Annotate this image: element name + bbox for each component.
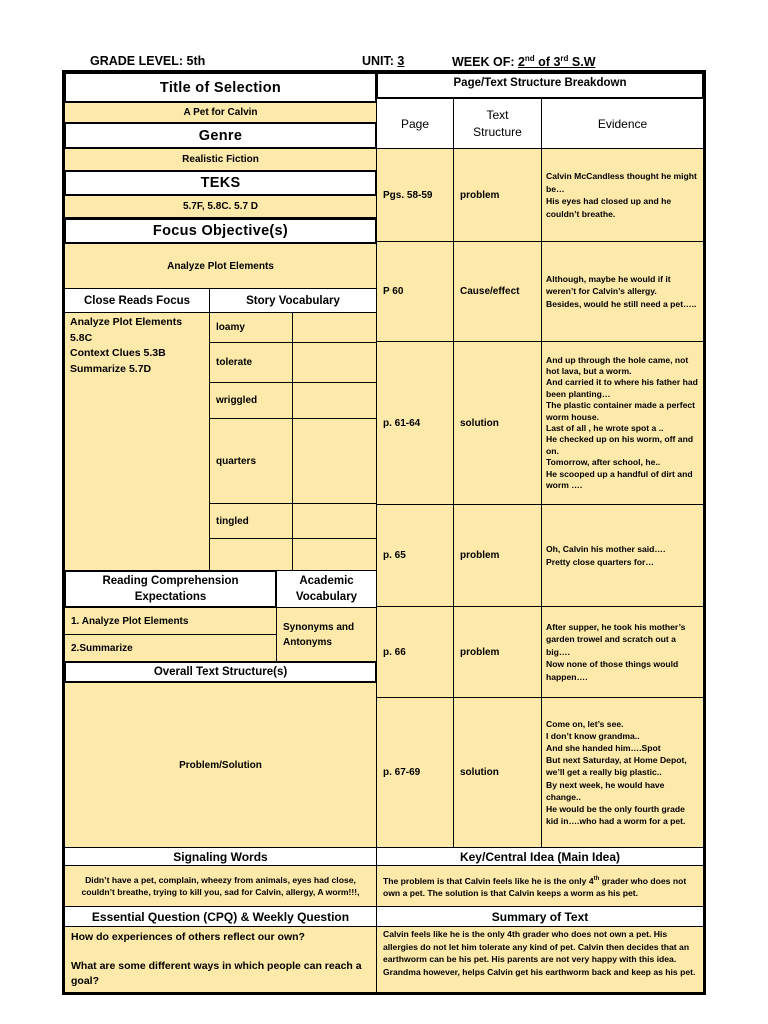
summary-heading: Summary of Text	[376, 906, 704, 927]
key-idea-value: The problem is that Calvin feels like he is the only 4th grader who does not own a pet. The solution is that Calvin keeps a worm as his pet.	[376, 865, 704, 907]
row-page: Pgs. 58-59	[376, 148, 454, 242]
vocab-definition	[292, 538, 377, 571]
col-evidence: Evidence	[541, 98, 704, 149]
row-structure: solution	[453, 341, 542, 505]
vocab-definition	[292, 503, 377, 539]
summary-value: Calvin feels like he is the only 4th grader who does not own a pet. His allergies do not let him tolerate any kind of pet. Calvin then decides that an earthworm can be his pet. His parents are not very happy with this idea. Grandma however, helps Calvin get his earthworm back and keep as his pet.	[376, 926, 704, 993]
row-page: P 60	[376, 241, 454, 342]
vocab-word: tingled	[209, 503, 293, 539]
row-structure: Cause/effect	[453, 241, 542, 342]
row-evidence: Calvin McCandless thought he might be… His eyes had closed up and he couldn’t breathe.	[541, 148, 704, 242]
title-value: A Pet for Calvin	[64, 102, 377, 123]
key-idea-heading: Key/Central Idea (Main Idea)	[376, 847, 704, 866]
genre-value: Realistic Fiction	[64, 148, 377, 171]
vocab-word: wriggled	[209, 382, 293, 419]
teks-heading: TEKS	[64, 170, 377, 196]
rce-item: 2.Summarize	[64, 634, 277, 662]
vocab-word	[209, 538, 293, 571]
row-page: p. 66	[376, 606, 454, 698]
row-evidence: Although, maybe he would if it weren’t for Calvin’s allergy. Besides, would he still need a pet…..	[541, 241, 704, 342]
grade-level: GRADE LEVEL: 5th	[90, 54, 206, 68]
breakdown-heading: Page/Text Structure Breakdown	[376, 72, 704, 99]
row-page: p. 61-64	[376, 341, 454, 505]
vocab-definition	[292, 342, 377, 383]
vocab-definition	[292, 312, 377, 343]
vocab-word: quarters	[209, 418, 293, 504]
week-of-label: WEEK OF: 2nd of 3rd S.W	[452, 54, 596, 70]
row-page: p. 67-69	[376, 697, 454, 848]
close-reads-value: Analyze Plot Elements 5.8C Context Clues 5.3B Summarize 5.7D	[64, 312, 210, 571]
signaling-words-heading: Signaling Words	[64, 847, 377, 866]
vocab-word: tolerate	[209, 342, 293, 383]
row-evidence: After supper, he took his mother’s garden trowel and scratch out a big…. Now none of those things would happen….	[541, 606, 704, 698]
row-structure: solution	[453, 697, 542, 848]
story-vocab-heading: Story Vocabulary	[209, 288, 377, 313]
focus-objective-heading: Focus Objective(s)	[64, 218, 377, 244]
title-heading: Title of Selection	[64, 72, 377, 103]
vocab-definition	[292, 418, 377, 504]
academic-vocab-value: Synonyms and Antonyms	[276, 607, 377, 662]
essential-question-heading: Essential Question (CPQ) & Weekly Question	[64, 906, 377, 927]
focus-objective-value: Analyze Plot Elements	[64, 243, 377, 289]
unit-label: UNIT: 3	[362, 54, 405, 68]
row-structure: problem	[453, 606, 542, 698]
essential-question-value: How do experiences of others reflect our own? What are some different ways in which people can reach a goal?	[64, 926, 377, 993]
row-page: p. 65	[376, 504, 454, 607]
row-structure: problem	[453, 148, 542, 242]
col-text-structure: Text Structure	[453, 98, 542, 149]
row-evidence: And up through the hole came, not hot lava, but a worm. And carried it to where his father had been planting… The plastic container made a perfect worm house. Last of all , he wrote spot a .. He checked up on his worm, off and on. Tomorrow, after school, he.. He scooped up a handful of dirt and worm ….	[541, 341, 704, 505]
rce-item: 1. Analyze Plot Elements	[64, 607, 277, 635]
teks-value: 5.7F, 5.8C. 5.7 D	[64, 195, 377, 218]
close-reads-heading: Close Reads Focus	[64, 288, 210, 313]
signaling-words-value: Didn’t have a pet, complain, wheezy from animals, eyes had close, couldn’t breathe, trying to kill you, sad for Calvin, allergy, A worm!!!,	[64, 865, 377, 907]
genre-heading: Genre	[64, 122, 377, 149]
overall-structure-value: Problem/Solution	[64, 682, 377, 848]
overall-structure-heading: Overall Text Structure(s)	[64, 661, 377, 683]
rce-heading: Reading Comprehension Expectations	[64, 570, 277, 608]
row-structure: problem	[453, 504, 542, 607]
vocab-word: loamy	[209, 312, 293, 343]
row-evidence: Come on, let’s see. I don’t know grandma.. And she handed him….Spot But next Saturday, at Home Depot, we’ll get a really big plastic.. By next week, he would have change.. He would be the only fourth grade kid in….who had a worm for a pet.	[541, 697, 704, 848]
academic-vocab-heading: Academic Vocabulary	[276, 570, 377, 608]
col-page: Page	[376, 98, 454, 149]
vocab-definition	[292, 382, 377, 419]
row-evidence: Oh, Calvin his mother said…. Pretty close quarters for…	[541, 504, 704, 607]
